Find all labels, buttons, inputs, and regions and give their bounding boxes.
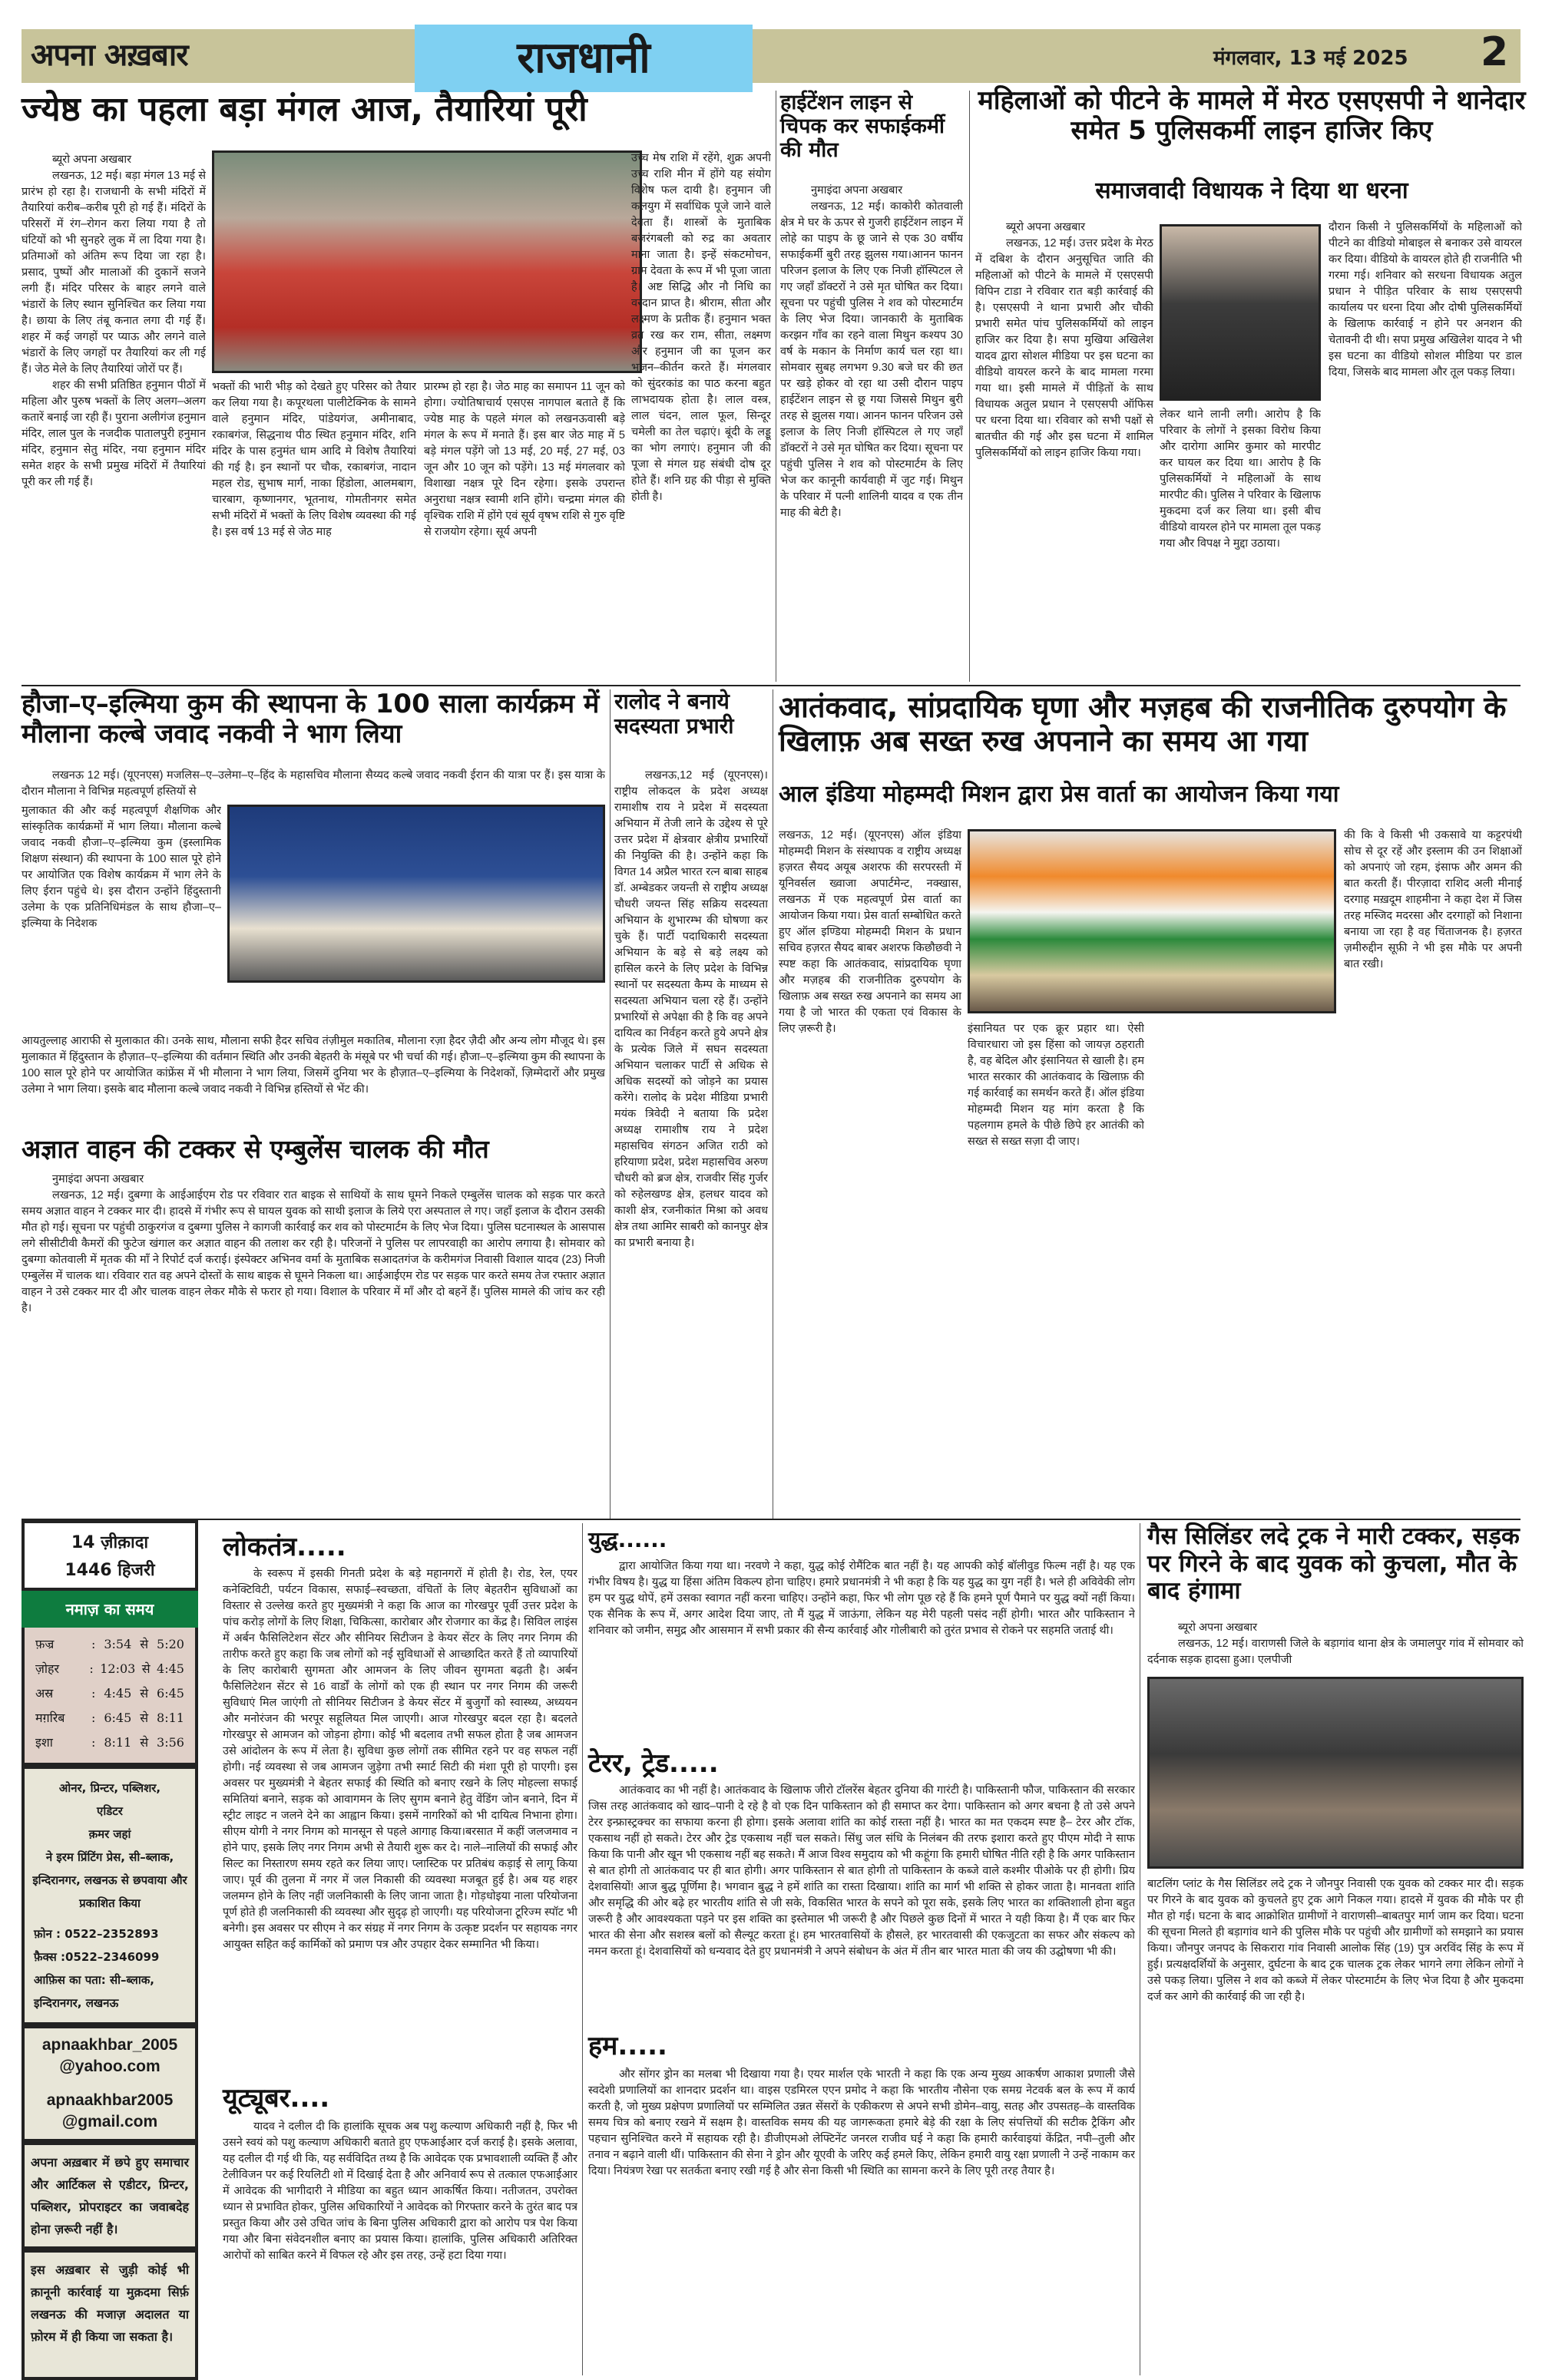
byline: ब्यूरो अपना अखबार [1006,221,1086,233]
box-divider [25,2139,195,2145]
namaz-sep: : [91,1686,96,1701]
article-paragraph: द्वारा आयोजित किया गया था। नरवणे ने कहा, युद्ध कोई रोमैंटिक बात नहीं है। यह आपकी कोई बॉलीवुड फिल्म नहीं है। यह एक गंभीर विषय है। युद्ध या हिंसा अंतिम विकल्प होना चाहिए। हमारे प्रधानमंत्री ने भी कहा है कि यह युद्ध का युग नहीं है। भले ही अविवेकी लोग हम पर युद्ध थोपें, हमें उसका स्वागत नहीं करना चाहिए। उन्होंने कहा, फिर भी लोग पूछ रहे हैं कि हमने पूर्ण पैमाने पर युद्ध क्यों नहीं किया। एक सैनिक के रूप में, अगर आदेश दिया जाए, तो मैं युद्ध में जाऊंगा, लेकिन यह मेरी पहली पसंद नहीं होगी। भारत और पाकिस्तान ने शनिवार को जमीन, समुद्र और आसमान में सभी प्रकार की सैन्य कार्रवाई और गोलीबारी को तुरंत प्रभाव से रोकने पर सहमति जताई थी। [588,1560,1135,1637]
hijri-date-box [22,1520,198,1591]
namaz-start: 6:45 [104,1711,132,1725]
article-mohammadi-col2: इंसानियत पर एक क्रूर प्रहार था। ऐसी विचारधारा जो इस हिंसा को जायज़ ठहराती है, वह बेदिल और इंसानियत से खाली है। हम भारत सरकार की आतंकवाद के खिलाफ़ की गई कार्रवाई का समर्थन करते हैं। ऑल इंडिया मोहम्मदी मिशन यह मांग करता है कि पहलगाम हमले के पीछे छिपे हर आतंकी को सख्त से सख्त सज़ा दी जाए। [968,1023,1144,1148]
box-divider [25,2022,195,2028]
namaz-row [35,1657,184,1681]
imprint-details [25,1769,195,1922]
article-bada-mangal-col3: प्रारम्भ हो रहा है। जेठ माह का समापन 11 जून को होगा। ज्योतिषाचार्य एसएस नागपाल बताते हैं कि ज्येष्ठ माह के पहले मंगल को लखनऊवासी बड़े मंगल के रूप में मनाते हैं। इस बार जेठ माह में 5 बड़े मंगल पड़ेंगे जो 13 मई, 20 मई, 27 मई, 03 जून और 10 जून को पड़ेंगे। 13 मई मंगलवार को विशाखा नक्षत्र पूरे दिन रहेगा। इसके उपरान्त अनुराधा नक्षत्र स्वामी शनि होंगे। चन्द्रमा मंगल की वृश्चिक राशि में होंगे एवं सूर्य वृषभ राशि से गुरु वृष्टि से राजयोग रहेगा। सूर्य अपनी [424,381,625,538]
newspaper-name: अपना अख़बार [31,38,188,73]
printing-press: ने इरम प्रिंटिंग प्रेस, सी–ब्लाक, इन्दिरानगर, लखनऊ से छपवाया और प्रकाशित किया [32,1850,187,1910]
namaz-name: मग़रिब [35,1711,65,1725]
temple-photo [212,150,642,373]
namaz-end: 6:45 [157,1686,184,1701]
imprint-box [22,1766,198,2380]
office-address: आफ़िस का पता: सी–ब्लाक, इन्दिरानगर, लखनऊ [34,1973,154,2010]
article-mohammadi-col1: लखनऊ, 12 मई। (यूएनएस) ऑल इंडिया मोहम्मदी मिशन के संस्थापक व राष्ट्रीय अध्यक्ष हज़रत सैयद अयूब अशरफ की सरपरस्ती में यूनिवर्सल ख्वाजा अपार्टमेन्ट, नक्खास, लखनऊ में एक महत्वपूर्ण प्रेस वार्ता का आयोजन किया गया। प्रेस वार्ता सम्बोधित करते हुए ऑल इण्डिया मोहम्मदी मिशन के प्रधान सचिव हज़रत सैयद बाबर अशरफ किछौछवी ने स्पष्ट कहा कि आतंकवाद, सांप्रदायिक घृणा और मज़हब की राजनीतिक दुरुपयोग के खिलाफ़ अब सख्त रुख अपनाने का समय आ गया है जो भारत की एकता एवं विकास के लिए ज़रूरी है। [779,829,961,1035]
namaz-name: फ़ज्र [35,1637,55,1651]
namaz-to: से [140,1637,149,1651]
article-rld [614,768,768,1516]
article-paragraph: यादव ने दलील दी कि हालांकि सूचक अब पशु कल्याण अधिकारी नहीं है, फिर भी उसने स्वयं को पशु कल्याण अधिकारी बताते हुए एफआईआर दर्ज कराई है। इसके अलावा, यह दलील दी गई थी कि, यह सर्वविदित तथ्य है कि आवेदक एक प्रभावशाली व्यक्ति हैं और टेलीविजन पर कई रियलिटी शो में दिखाई देता है और अनिवार्य रूप से तत्काल एफआईआर में आवेदक की भागीदारी ने मीडिया का बहुत ध्यान आकर्षित किया। नतीजतन, उपरोक्त ध्यान से प्रभावित होकर, पुलिस अधिकारियों ने आवेदक को गिरफ्तार करने के तुरंत बाद पत्र प्रस्तुत किया और उसे उचित जांच के बिना पुलिस अधिकारी द्वारा को आरोप पत्र पेश किया गया और बिना संवेदनशील बनाए का प्रयास किया। हालांकि, पुलिस अधिकारी अतिरिक्त आरोपों को साबित करने में विफल रहे और इस तरह, उन्हें हटा दिया गया। [223,2121,577,2262]
owner-role-2: एडिटर [97,1804,123,1818]
namaz-end: 5:20 [157,1637,184,1651]
heading-yuddh: युद्ध...... [588,1527,667,1552]
article-paragraph: शहर की सभी प्रतिष्ठित हनुमान पीठों में महिला और पुरुष भक्तों के लिए अलग–अलग कतारें बनाई जा रही हैं। पुराना अलीगंज हनुमान मंदिर, लाल पुल के नजदीक पातालपुरी हनुमान मंदिर, हनुमान सेतु मंदिर, नया हनुमान मंदिर समेत शहर के सभी प्रमुख मंदिरों में तैयारियां पूरी कर ली गई हैं। [22,379,206,488]
namaz-sep: : [89,1661,94,1676]
namaz-end: 4:45 [157,1661,184,1676]
headline-rld: रालोद ने बनाये सदस्यता प्रभारी [614,689,734,739]
headline-safai: हाईटेंशन लाइन से चिपक कर सफाईकर्मी की मौत [780,91,945,163]
headline-mohammadi: आतंकवाद, सांप्रदायिक घृणा और मज़हब की राजनीतिक दुरुपयोग के खिलाफ़ अब सख्त रुख अपनाने का समय आ गया [779,690,1507,758]
namaz-end: 8:11 [157,1711,184,1725]
article-paragraph: लखनऊ, 12 मई। काकोरी कोतवाली क्षेत्र मे घर के ऊपर से गुजरी हाईटेंशन लाइन में लोहे का पाइप के छू जाने से एक 30 वर्षीय सफाईकर्मी बुरी तरह झुलस गया।आनन फानन परिजन इलाज के लिए एक निजी हॉस्पिटल ले गए जहाँ डॉक्टरों ने उसे मृत घोषित कर दिया।सूचना पर पहुंची पुलिस ने शव को पोस्टमार्टम के लिए भेज दिया। जानकारी के मुताबिक करझन गाँव का रहने वाला मिथुन कश्यप 30 वर्ष के मकान के निर्माण कार्य चल रहा था। सोमवार सुबह लगभग 9.30 बजे घर की छत पर खड़े होकर वो रहा था उसी दौरान पाइप हाईटेंशन लाइन से छू गया जिससे मिथुन बुरी तरह से झुलस गया। आनन फानन परिजन उसे इलाज के लिए निजी हॉस्पिटल ले गए जहाँ डॉक्टरों ने उसे मृत घोषित कर दिया। सूचना पर पहुंची पुलिस ने शव को पोस्टमार्टम के लिए भेज कर कानूनी कार्यवाही में जुट गई। मिथुन के परिवार में पत्नी शालिनी यादव व एक तीन माह की बेटी है। [780,200,963,519]
heading-terror-trade: टेरर, ट्रेड..... [588,1748,719,1779]
article-youtuber [223,2119,577,2372]
section-title: राजधानी [415,25,753,92]
article-bada-mangal-col4: उच्च मेष राशि में रहेंगे, शुक्र अपनी उच्च राशि मीन में होंगे यह संयोग विशेष फल दायी है। हनुमान जी कलयुग में सर्वाधिक पूजे जाने वाले देवता हैं। शास्त्रों के मुताबिक बजरंगबली को रुद्र का अवतार माना जाता है। इन्हें संकटमोचन, ग्राम देवता के रूप में भी पूजा जाता है। अष्ट सिद्धि और नौ निधि का वरदान प्राप्त है। श्रीराम, सीता और लक्ष्मण के प्रतीक हैं। हनुमान भक्त व्रत रख कर राम, सीता, लक्ष्मण और हनुमान जी का पूजन कर भजन–कीर्तन करते हैं। मंगलवार को सुंदरकांड का पाठ करना बहुत लाभदायक होता है। लाल वस्त्र, लाल चंदन, लाल फूल, सिन्दूर चमेली का तेल चढ़ाएं। बूंदी के लड्डू का भोग लगाएं। हनुमान जी की पूजा से मंगल ग्रह संबंधी दोष दूर होते हैं। शनि ग्रह की पीड़ा से मुक्ति होती है। [631,152,771,503]
namaz-timing-title: नमाज़ का समय [22,1591,198,1628]
column-divider [969,91,970,682]
namaz-start: 8:11 [104,1735,132,1750]
headline-ambulance: अज्ञात वाहन की टक्कर से एम्बुलेंस चालक की मौत [22,1134,489,1164]
email-gmail[interactable] [25,2084,195,2139]
article-terror-trade [588,1783,1135,2090]
officer-photo [1160,224,1321,401]
article-paragraph: लखनऊ,12 मई (यूएनएस)। राष्ट्रीय लोकदल के प्रदेश अध्यक्ष रामाशीष राय ने प्रदेश में सदस्यता अभियान में तेजी लाने के उद्देश्य से पूरे उत्तर प्रदेश में क्षेत्रवार क्षेत्रीय प्रभारियों की नियुक्ति की है। उन्होंने कहा कि विगत 14 अप्रैल भारत रत्न बाबा साहब डॉ. अम्बेडकर जयन्ती से राष्ट्रीय अध्यक्ष चौधरी जयन्त सिंह सक्रिय सदस्यता अभियान के शुभारम्भ की घोषणा कर चुके हैं। पार्टी पदाधिकारी सदस्यता अभियान के बड़े से बड़े लक्ष्य को हासिल करने के लिए प्रदेश के विभिन्न स्थानों पर सदस्यता कैम्प के माध्यम से सदस्यता अभियान चला रहे हैं। उन्होंने प्रभारियों से अपेक्षा की है कि वह अपने दायित्व का निर्वहन करते हुये अपने क्षेत्र के प्रत्येक जिले में सघन सदस्यता अभियान चलाकर पार्टी से अधिक से अधिक सदस्यों को जोड़ने का प्रयास करेंगे। रालोद के प्रदेश मीडिया प्रभारी मयंक त्रिवेदी ने बताया कि प्रदेश अध्यक्ष रामाशीष राय ने प्रदेश महासचिव संगठन अजित राठी को हरियाणा प्रदेश, प्रदेश महासचिव अरुण चौधरी को ब्रज क्षेत्र, राजवीर सिंह गुर्जर को रुहेलखण्ड क्षेत्र, हलधर यादव को काशी क्षेत्र, रजनीकांत मिश्रा को अवध क्षेत्र तथा आमिर साबरी को कानपुर क्षेत्र का प्रभारी बनाया है। [614,769,768,1249]
article-mohammadi-col2b [1152,1021,1336,1519]
article-qum-lead [22,768,605,802]
article-meerut-col3: दौरान किसी ने पुलिसकर्मियों के महिलाओं को पीटने का वीडियो मोबाइल से बनाकर उसे वायरल कर दिया। वीडियो के वायरल होते ही राजनीति भी गरमा गई। शनिवार को सरधना विधायक अतुल प्रधान ने पीड़ित परिवार के साथ एसएसपी कार्यालय पर धरना दिया और दोषी पुलिसकर्मियों के खिलाफ कार्रवाई न होने पर अनशन की चेतावनी दी थी। सपा प्रमुख अखिलेश यादव ने भी इस घटना का वीडियो सोशल मीडिया पर डाल दिया, जिसके बाद मामला और तूल पकड़ लिया। [1329,221,1522,378]
namaz-row [35,1632,184,1657]
namaz-to: से [141,1661,151,1676]
column-divider [582,1523,583,2375]
namaz-row [35,1706,184,1730]
article-safai [780,183,963,682]
fax-number: फ़ैक्स :0522–2346099 [34,1950,160,1964]
section-divider [22,1519,1520,1520]
headline-meerut: महिलाओं को पीटने के मामले में मेरठ एसएसपी ने थानेदार समेत 5 पुलिसकर्मी लाइन हाजिर किए [978,85,1526,147]
article-paragraph: लखनऊ, 12 मई। वाराणसी जिले के बड़ागांव थाना क्षेत्र के जमालपुर गांव में सोमवार को दर्दनाक सड़क हादसा हुआ। एलपीजी [1147,1638,1524,1666]
namaz-to: से [140,1711,149,1725]
email-yahoo-user: apnaakhbar_2005 [41,2036,178,2054]
email-gmail-user: apnaakhbar2005 [46,2091,174,2109]
hijri-date: 14 ज़ीक़ादा [71,1533,149,1552]
box-divider [25,2246,195,2253]
article-bada-mangal-col2: भक्तों की भारी भीड़ को देखते हुए परिसर को तैयार कर लिया गया है। कपूरथला पालीटेक्निक के सामने वाले हनुमान मंदिर, पांडेयगंज, अमीनाबाद, रकाबगंज, सिद्धनाथ पीठ स्थित हनुमान मंदिर, शनि मंदिर के पास हनुमंत धाम आदि मे विशेष तैयारियां की गई है। इन स्थानों पर चौक, रकाबगंज, नादान महल रोड, सुभाष मार्ग, नाका हिंडोला, आलमबाग, चारबाग, कृष्णानगर, भूतनाथ, गोमतीनगर समेत सभी मंदिरों में भक्तों के लिए विशेष व्यवस्था की गई है। इस वर्ष 13 मई से जेठ माह [212,381,416,538]
namaz-sep: : [91,1735,96,1750]
byline: नुमाइंदा अपना अखबार [811,184,903,197]
headline-gas-truck: गैस सिलिंडर लदे ट्रक ने मारी टक्कर, सड़क पर गिरने के बाद युवक को कुचला, मौत के बाद हंगामा [1147,1522,1520,1605]
subhead-mohammadi: आल इंडिया मोहम्मदी मिशन द्वारा प्रेस वार्ता का आयोजन किया गया [779,781,1339,808]
disclaimer-jurisdiction: इस अख़बार से जुड़ी कोई भी क़ानूनी कार्रवाई या मुक़दमा सिर्फ़ लखनऊ की मजाज़ अदालत या फ़ोरम में ही किया जा सकता है। [31,2263,189,2344]
article-paragraph: लखनऊ, 12 मई। बड़ा मंगल 13 मई से प्रारंभ हो रहा है। राजधानी के सभी मंदिरों में तैयारियां करीब–करीब पूरी हो गई हैं। मंदिरों के परिसरों में रंग–रोगन करा लिया गया है तो घंटियों को भी सुनहरे लुक में ला दिया गया है। प्रतिमाओं को अंतिम रूप दिया जा रहा है। प्रसाद, पुष्पों और मालाओं की दुकानें सजने लगी हैं। मंदिर परिसर के बाहर लगने वाले भंडारों के लिए स्थान सुनिश्चित कर लिया गया है। छाया के लिए तंबू कनात लगा दी गई हैं। शहर में कई जगहों पर प्याऊ और लगने वाले भंडारों के लिए जगहों पर तैयारियां कर ली गई हैं। जेठ मेले के लिए तैयारियां जोरों पर हैं। [22,170,206,375]
namaz-start: 3:54 [104,1637,132,1651]
article-ambulance [22,1172,605,1517]
article-meerut-col2: लेकर थाने लानी लगी। आरोप है कि परिवार के लोगों ने इसका विरोध किया और दारोगा आमिर कुमार को मारपीट कर घायल कर दिया था। आरोप है कि पुलिसकर्मियों ने महिलाओं के साथ मारपीट की। पुलिस ने परिवार के खिलाफ मुकदमा दर्ज कर लिया था। इसी बीच वीडियो वायरल होने पर मामला तूल पकड़ गया और विपक्ष ने मुद्दा उठाया। [1160,408,1321,550]
email-gmail-domain: @gmail.com [61,2113,158,2130]
heading-loktantra: लोकतंत्र..... [223,1532,346,1562]
heading-youtuber: यूट्यूबर.... [223,2083,330,2114]
article-gas-lead [1147,1620,1524,1677]
article-paragraph: लखनऊ 12 मई। (यूएनएस) मजलिस–ए–उलेमा–ए–हिंद के महासचिव मौलाना सैय्यद कल्बे जवाद नकवी ईरान की यात्रा पर हैं। इस यात्रा के दौरान मौलाना ने विभिन्न महत्वपूर्ण हस्तियों से [22,769,605,798]
press-conference-photo [968,829,1336,1013]
byline: नुमाइंदा अपना अखबार [52,1173,144,1185]
headline-bada-mangal: ज्येष्ठ का पहला बड़ा मंगल आज, तैयारियां पूरी [22,90,587,129]
article-paragraph: लखनऊ, 12 मई। उत्तर प्रदेश के मेरठ में दबिश के दौरान अनुसूचित जाति की महिलाओं को पीटने के मामले में एसएसपी विपिन टाडा ने रविवार रात बड़ी कार्रवाई की है। एसएसपी ने थाना प्रभारी और चौकी प्रभारी समेत पांच पुलिसकर्मियों को लाइन हाजिर कर दिया है। सपा मुखिया अखिलेश यादव द्वारा सोशल मीडिया पर इस घटना का वीडियो वायरल करने के बाद मामला गरमा गया था। इसी मामले में पीड़ितों के साथ विधायक अतुल प्रधान ने एसएसपी ऑफिस पर धरना दिया था। रविवार को सभी पक्षों से बातचीत की गई और इस घटना में शामिल पुलिसकर्मियों को लाइन हाजिर किया गया। [975,237,1153,459]
owner-name: क़मर जहां [88,1827,131,1841]
namaz-name: ज़ोहर [35,1661,60,1676]
email-yahoo-domain: @yahoo.com [59,2058,160,2075]
meeting-photo [227,805,605,983]
article-qum-col1: मुलाकात की और कई महत्वपूर्ण शैक्षणिक और सांस्कृतिक कार्यक्रमों में भाग लिया। मौलाना कल्बे जवाद नकवी हौजा–ए–इल्मिया कुम (इस्लामिक शिक्षण संस्थान) की स्थापना के 100 साल पूरे होने पर आयोजित एक विशेष कार्यक्रम में भाग लेने के लिए ईरान पहुंचे थे। इस दौरान उन्होंने हिंदुस्तानी उलेमा के एक प्रतिनिधिमंडल के साथ हौजा–ए–इल्मिया के निदेशक [22,805,221,930]
contact-details [25,1922,195,2022]
column-divider [610,689,611,1519]
namaz-to: से [140,1686,149,1701]
namaz-row [35,1681,184,1706]
article-hum [588,2067,1135,2372]
heading-hum: हम..... [588,2031,667,2061]
byline: ब्यूरो अपना अखबार [52,154,132,166]
namaz-start: 4:45 [104,1686,132,1701]
section-divider [22,685,1520,686]
namaz-end: 3:56 [157,1735,184,1750]
accident-photo [1147,1677,1524,1869]
namaz-timing-table [22,1628,198,1766]
namaz-start: 12:03 [100,1661,136,1676]
article-paragraph: और सोंगर ड्रोन का मलबा भी दिखाया गया है। एयर मार्शल एके भारती ने कहा कि एक अन्य मुख्य आकर्षण आकाश प्रणाली जैसे स्वदेशी प्रणालियों का शानदार प्रदर्शन था। वाइस एडमिरल एएन प्रमोद ने कहा कि भारतीय नौसेना एक समग्र नेटवर्क बल के रूप में कार्य करती है, जो मुख्य प्रक्षेपण प्रणालियों पर सम्मिलित उन्नत सेंसरों के एकीकरण से अपने सभी डोमेन–वायु, सतह और उपसतह–के वास्तविक समय चित्र को बनाए रखने में सक्षम है। वास्तविक समय की यह जागरूकता हमारे बेड़े की रक्षा के लिए संपत्तियों की सटीक ट्रैकिंग और पहचान सुनिश्चित करने में सहायक रही है। डीजीएमओ लेफ्टिनेंट जनरल राजीव घई ने कहा कि हमारी कार्रवाइयां केंद्रित, नपी–तुली और तनाव न बढ़ाने वाली थीं। पाकिस्तान की सेना ने ड्रोन और यूएवी के जरिए कई हमले किए, लेकिन हमारी वायु रक्षा प्रणाली ने उन्हें नाकाम कर दिया। नियंत्रण रेखा पर सतर्कता बनाए रखी गई है और सेना किसी भी स्थिति का सामना करने के लिए पूरी तरह तैयार है। [588,2068,1135,2177]
headline-qum: हौजा–ए–इल्मिया कुम की स्थापना के 100 साला कार्यक्रम में मौलाना कल्बे जवाद नकवी ने भाग लिया [22,689,600,750]
namaz-to: से [140,1735,149,1750]
article-paragraph: आतंकवाद का भी नहीं है। आतंकवाद के खिलाफ जीरो टॉलरेंस बेहतर दुनिया की गारंटी है। पाकिस्तानी फौज, पाकिस्तान की सरकार जिस तरह आतंकवाद को खाद–पानी दे रहे है वो एक दिन पाकिस्तान को ही समाप्त कर देगा। पाकिस्तान को अगर बचना है तो उसे अपने टेरर इन्फ्रास्ट्रक्चर का सफाया करना ही होगा। इसके अलावा शांति का कोई रास्ता नहीं है। भारत का मत एकदम स्पष्ट है– टेरर और टॉक, एकसाथ नहीं हो सकते। टेरर और ट्रेड एकसाथ नहीं चल सकते। सिंधु जल संधि के निलंबन की तरफ इशारा करते हुए पीएम मोदी ने साफ किया कि पानी और खून भी एकसाथ नहीं बह सकते। मैं आज विश्व समुदाय को भी कहूंगा कि हमारी घोषित नीति रही है कि अगर पाकिस्तान से बात होगी तो आतंकवाद पर ही बात होगी। अगर पाकिस्तान से बात होगी तो पाकिस्तान के कब्जे वाले कश्मीर पीओके पर ही होगी। प्रिय देशवासियों! आज बुद्ध पूर्णिमा है। भगवान बुद्ध ने हमें शांति का रास्ता दिखाया। शांति का मार्ग भी शक्ति से होकर जाता है। मानवता शांति और समृद्धि की ओर बढ़े हर भारतीय शांति से जी सके, विकसित भारत के सपने को पूरा सके, इसके लिए भारत का शक्तिशाली होना बहुत जरूरी है और आवश्यकता पड़ने पर इस शक्ति का इस्तेमाल भी जरूरी है और पिछले कुछ दिनों में भारत ने यही किया है। मैं एक बार फिर भारत की सेना और सशस्त्र बलों को सैल्यूट करता हूं। हम भारतवासियों के हौसले, हर भारतवासी की एकजुटता का सफर और संकल्प को नमन करता हूं। देशवासियों को धन्यवाद देते हुए प्रधानमंत्री ने अपने संबोधन के अंत में तीन बार भारत माता की जय की उद्घोषणा भी की। [588,1784,1135,1958]
article-qum-tail: आयतुल्लाह आराफी से मुलाकात की। उनके साथ, मौलाना सफी हैदर सचिव तंज़ीमुल मकातिब, मौलाना रज़ा हैदर ज़ैदी और अन्य लोग मौजूद थे। इस मुलाकात में हिंदुस्तान के हौज़ात–ए–इल्मिया की वर्तमान स्थिति और उनकी बेहतरी के मंसूबे पर भी चर्चा की गई। हौजा–ए–इल्मिया कुम की स्थापना के 100 साल पूरे होने पर आयोजित कांफ्रेंस में भी मौलाना ने भाग लिया, जिसमें दुनिया भर के हौज़ात–ए–इल्मिया के निदेशकों, ज़िम्मेदारों और प्रमुख उलेमा ने भाग लिया। इसके बाद मौलाना कल्बे जवाद नकवी ने विभिन्न हस्तियों से भेंट की। [22,1035,605,1096]
namaz-name: अस्र [35,1686,54,1701]
hijri-year: 1446 हिजरी [65,1561,155,1580]
article-gas-body: बाटलिंग प्लांट के गैस सिलिंडर लदे ट्रक ने जौनपुर निवासी एक युवक को टक्कर मार दी। सड़क पर गिरने के बाद युवक को कुचलते हुए ट्रक आगे निकल गया। हादसे में युवक की मौके पर ही मौत हो गई। घटना के बाद आक्रोशित ग्रामीणों ने वाराणसी–बाबतपुर मार्ग जाम कर दिया। घटना की सूचना मिलते ही बड़ागांव थाने की पुलिस मौके पर पहुंची और ग्रामीणों को समझाने का प्रयास किया। जौनपुर जनपद के सिकरारा गांव निवासी आलोक सिंह (19) पुत्र अरविंद सिंह के रूप में हुई। प्रत्यक्षदर्शियों के अनुसार, दुर्घटना के बाद ट्रक चालक ट्रक लेकर भागने लगा लेकिन लोगों ने उसे पकड़ लिया। पुलिस ने शव को कब्जे में लेकर पोस्टमार्टम के लिए भेज दिया है और मुकदमा दर्ज कर आगे की कार्रवाई की जा रही है। [1147,1878,1524,2003]
article-bada-mangal-col1 [22,152,206,682]
issue-date: मंगलवार, 13 मई 2025 [1213,47,1408,70]
subhead-meerut: समाजवादी विधायक ने दिया था धरना [1095,177,1408,204]
article-yuddh [588,1559,1135,1740]
article-meerut-col1 [975,220,1153,682]
disclaimer-responsibility: अपना अख़बार में छपे हुए समाचार और आर्टिकल से एडीटर, प्रिन्टर, पब्लिशर, प्रोपराइटर का जवाबदेह होना ज़रूरी नहीं है। [31,2155,189,2236]
namaz-sep: : [91,1711,96,1725]
page-number: 2 [1481,29,1509,75]
namaz-sep: : [91,1637,96,1651]
owner-role: ओनर, प्रिन्टर, पब्लिशर, [58,1781,161,1795]
email-yahoo[interactable] [25,2028,195,2084]
byline: ब्यूरो अपना अखबार [1178,1621,1258,1634]
namaz-name: इशा [35,1735,53,1750]
article-loktantra [223,1566,577,2073]
namaz-row [35,1730,184,1755]
article-paragraph: के स्वरूप में इसकी गिनती प्रदेश के बड़े महानगरों में होती है। रोड, रेल, एयर कनेक्टिविटी, पर्यटन विकास, सफाई–स्वच्छता, वंचितों के लिए बेहतरीन सुविधाओं का विस्तार से उल्लेख करते हुए मुख्यमंत्री ने कहा कि आज का गोरखपुर पूर्वी उत्तर प्रदेश के पांच करोड़ लोगों के लिए शिक्षा, चिकित्सा, कारोबार और रोजगार का केंद्र है। सिविल लाइंस में अर्बन फैसिलिटेशन सेंटर और सीनियर सिटीजन डे केयर सेंटर के लिए नगर निगम की तारीफ करते हुए कहा कि जब लोगों को नई सुविधाओं से आच्छादित करते हैं तो व्यापारियों के लिए कारोबारी सुगमता और आमजन के लिए जीवन सुगमता बढ़ती है। अर्बन फैसिलिटेशन सेंटर से 16 वार्डों के लोगों को एक ही स्थान पर नगर निगम की जरूरी सुविधाएं मिल जाएंगी तो सीनियर सिटीजन डे केयर सेंटर में बुजुर्गों को स्वास्थ्य, अध्ययन और मनोरंजन की भरपूर सहूलियत मिल जाएगी। आज गोरखपुर बदल रहा है। बदलते गोरखपुर से आमजन को जोड़ना होगा। कोई भी बदलाव तभी सफल होता है जब आमजन उसे आंदोलन के रूप में लेता है। सुविधा कुछ लोगों तक सीमित रहने पर वह सफल नहीं होगी। नई व्यवस्था से जब आमजन जुड़ेगा तभी स्मार्ट सिटी की मंशा पूरी हो पाएगी। इस अवसर पर मुख्यमंत्री ने बेहतर सफाई की स्थिति को बनाए रखने के लिए मोहल्ला सफाई समितियां बनाने, सड़क को आवागमन के लिए सुगम बनाने हेतु वेंडिंग जोन बनाने, दिन में स्ट्रीट लाइट न जलने देने का आह्वान किया। इसमें नागरिकों को भी दायित्व निभाना होगा। सीएम योगी ने नगर निगम को मानसून से पहले आगाह किया।बरसात में कहीं जलजमाव न होने पाए, इसके लिए नगर निगम अभी से तैयारी शुरू कर दे। नाले–नालियों की सफाई और सिल्ट का निस्तारण समय रहते कर लिया जाए। प्लास्टिक पर प्रतिबंध कड़ाई से लागू किया जाए। पूर्व की तुलना में नगर में जल निकासी की व्यवस्था मजबूत हुई है। अब यह शहर जलमग्न होने के लिए नहीं जलनिकासी के लिए जाना जाता है। गोड़धोइया नाला परियोजना पूर्ण होते ही जलनिकासी की व्यवस्था और सुदृढ़ हो जाएगी। यह परियोजना टूरिज्म स्पॉट भी बनेगी। इस अवसर पर सीएम ने कर संग्रह में नगर निगम के उत्कृष्ट प्रदर्शन पर सहायक नगर आयुक्त सहित कई कार्मिकों को प्रमाण पत्र और उपहार देकर सम्मानित भी किया। [223,1568,577,1951]
phone-number: फ़ोन : 0522–2352893 [34,1927,159,1941]
article-mohammadi-col3: की कि वे किसी भी उकसावे या कट्टरपंथी सोच से दूर रहें और इस्लाम की उन शिक्षाओं को अपनाएं जो रहम, इंसाफ और अमन की बात करती हैं। पीरज़ादा राशिद अली मीनाई दरगाह मख़दूम शाहमीना ने कहा देश में जिस तरह मस्जिद मदरसा और दरगाहों को निशाना बनाया जा रहा है वह चिंताजनक है। हज़रत ज़मीरुद्दीन सूफ़ी ने भी इस मौके पर अपनी बात रखी। [1344,829,1522,970]
article-paragraph: लखनऊ, 12 मई। दुबग्गा के आईआईएम रोड पर रविवार रात बाइक से साथियों के साथ घूमने निकले एम्बुलेंस चालक को सड़क पार करते समय अज्ञात वाहन ने टक्कर मार दी। हादसे में गंभीर रूप से घायल युवक को साथी इलाज के लिये एरा अस्पताल ले गए। जहाँ इलाज के दौरान उसकी मौत हो गई। सूचना पर पहुंची ठाकुरगंज व दुबग्गा पुलिस ने कागजी कार्रवाई कर शव को पोस्टमार्टम के लिए भेज दिया। पुलिस घटनास्थल के आसपास लगे सीसीटीवी कैमरों की फुटेज खंगाल कर अज्ञात वाहन की तलाश कर रही है। परिजनों ने पुलिस पर लापरवाही का आरोप लगाया है। सोमवार को दुबग्गा कोतवाली में मृतक की माँ ने रिपोर्ट दर्ज कराई। इंस्पेक्टर अभिनव वर्मा के मुताबिक सआदतगंज के करीमगंज निवासी विशाल यादव (23) निजी एम्बुलेंस में चालक था। रविवार रात वह अपने दोस्तों के साथ बाइक से घूमने निकला था। आईआईएम रोड पर सड़क पार करते समय तेज रफ्तार अज्ञात वाहन ने उसे टक्कर मार दी और चालक वाहन लेकर मौके से फरार हो गया। विशाल के परिवार में माँ और दो बहनें हैं। पुलिस मामले की जांच कर रही है। [22,1189,605,1314]
